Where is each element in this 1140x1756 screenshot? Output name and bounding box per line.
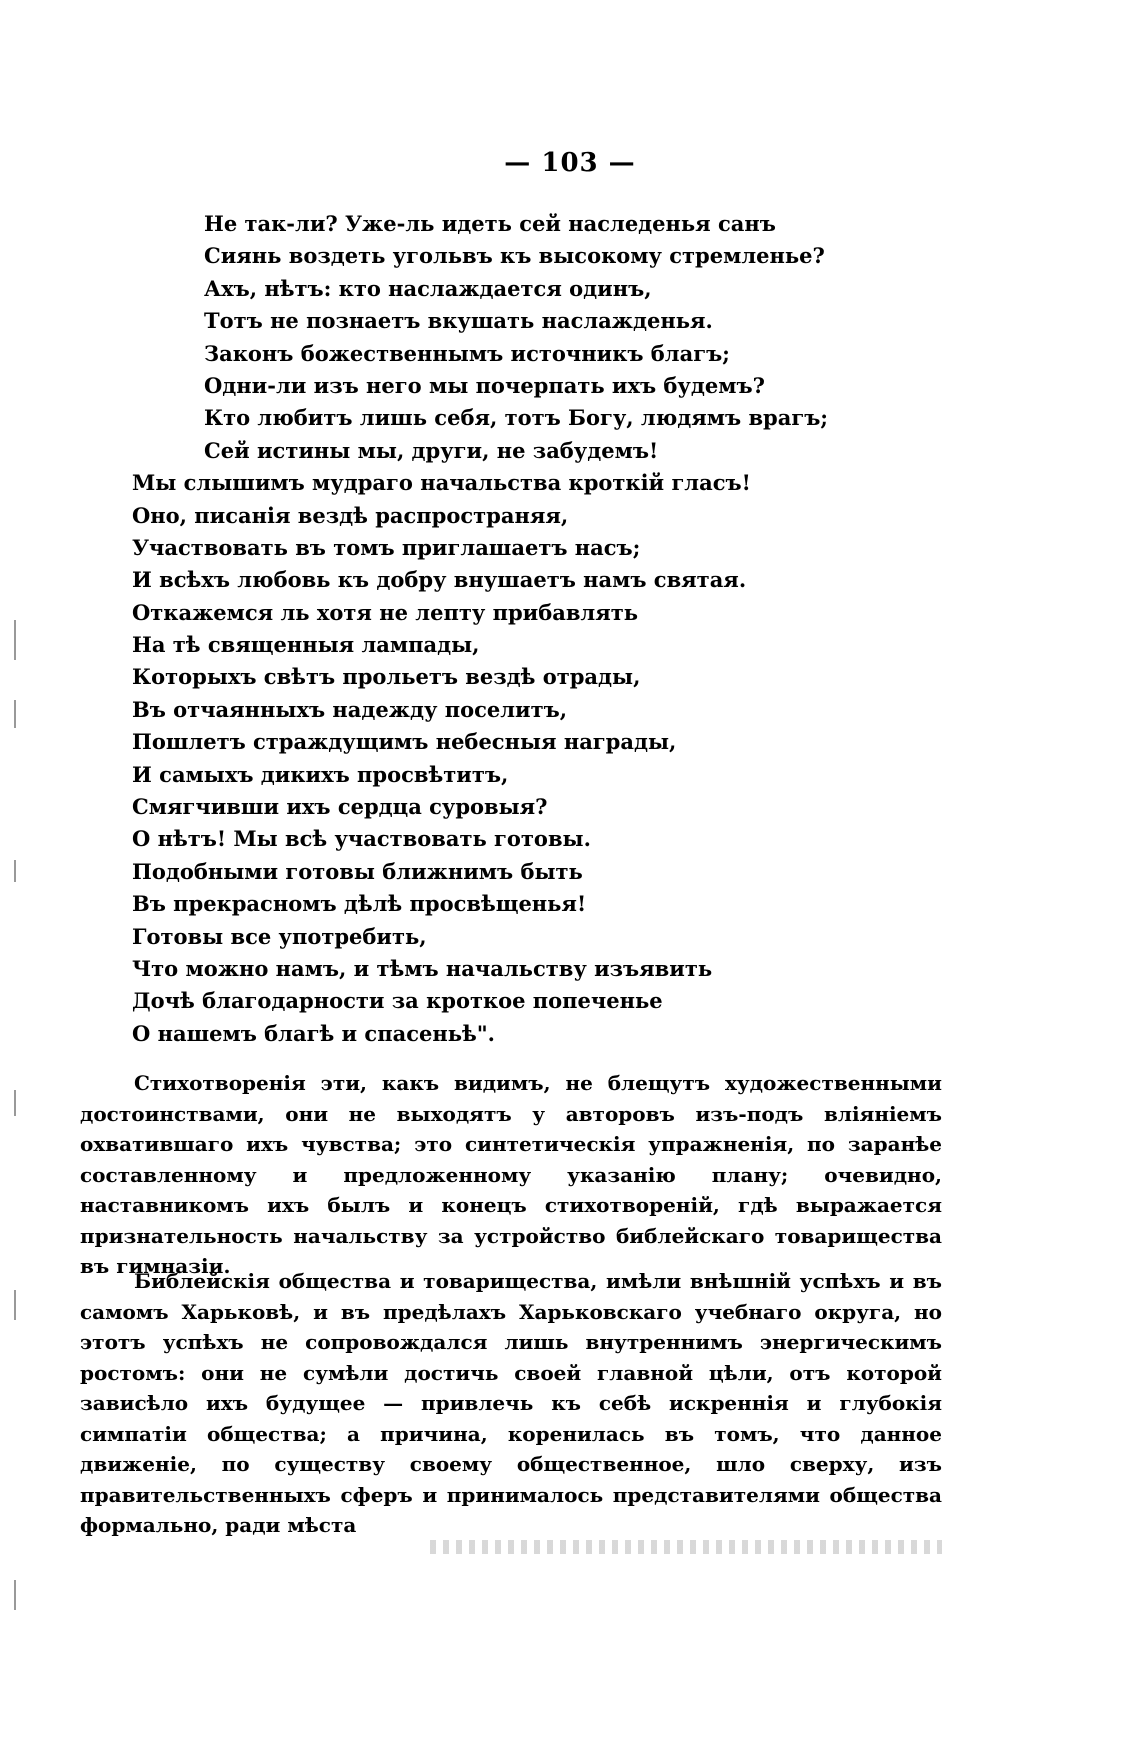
margin-rule-mark xyxy=(14,1290,16,1320)
poem-line: О нашемъ благѣ и спасеньѣ". xyxy=(132,1020,495,1046)
poem-line: Смягчивши ихъ сердца суровыя? xyxy=(132,794,548,820)
poem-line: Кто любитъ лишь себя, тотъ Богу, людямъ врагъ; xyxy=(204,405,829,431)
poem-line: И всѣхъ любовь къ добру внушаетъ намъ святая. xyxy=(132,567,747,593)
poem-line: О нѣтъ! Мы всѣ участвовать готовы. xyxy=(132,826,591,852)
poem-line: Не так-ли? Уже-ль идеть сей наследенья санъ xyxy=(204,211,776,236)
poem-line: Готовы все употребить, xyxy=(132,923,427,949)
prose-paragraph-1: Стихотворенія эти, какъ видимъ, не блещутъ художественными достоинствами, они не выходятъ у авторовъ изъ-подъ вліяніемъ охватившаго ихъ чувства; это синтетическія упражненія, по заранѣе составленному и предложенному указанію плану; очевидно, наставникомъ ихъ былъ и конецъ стихотвореній, гдѣ выражается признательность начальству за устройство библейскаго товарищества въ гимназіи. xyxy=(80,1071,942,1278)
prose-paragraph-2: Библейскія общества и товарищества, имѣли внѣшній успѣхъ и въ самомъ Харьковѣ, и въ предѣлахъ Харьковскаго учебнаго округа, но этотъ успѣхъ не сопровождался лишь внутреннимъ энергическимъ ростомъ: они не сумѣли достичь своей главной цѣли, отъ которой зависѣло ихъ будущее — привлечь къ себѣ искреннія и глубокія симпатіи общества; а причина, коренилась въ томъ, что данное движеніе, по существу своему общественное, шло сверху, изъ правительственныхъ сферъ и принималось представителями общества формально, ради мѣста xyxy=(80,1269,942,1537)
poem-line: Что можно намъ, и тѣмъ начальству изъявить xyxy=(132,955,713,981)
poem-line: Пошлетъ страждущимъ небесныя награды, xyxy=(132,729,677,755)
margin-rule-mark xyxy=(14,700,16,728)
poem-line: И самыхъ дикихъ просвѣтитъ, xyxy=(132,761,509,787)
poem-line: Оно, писанія вездѣ распространяя, xyxy=(132,502,569,528)
margin-rule-mark xyxy=(14,620,16,660)
poem-line: Въ отчаянныхъ надежду поселитъ, xyxy=(132,696,568,722)
poem-line: Сей истины мы, други, не забудемъ! xyxy=(204,437,659,463)
margin-rule-mark xyxy=(14,860,16,882)
poem-stanza xyxy=(132,208,1032,1050)
poem-line: Участвовать въ томъ приглашаетъ насъ; xyxy=(132,534,641,560)
margin-rule-mark xyxy=(14,1580,16,1610)
poem-line: На тѣ священныя лампады, xyxy=(132,632,480,658)
poem-line: Одни-ли изъ него мы почерпать ихъ будемъ? xyxy=(204,372,765,398)
poem-line: Откажемся ль хотя не лепту прибавлять xyxy=(132,599,638,625)
poem-line: Тотъ не познаетъ вкушать наслажденья. xyxy=(204,308,713,334)
poem-line: Подобными готовы ближнимъ быть xyxy=(132,858,583,884)
poem-line: Въ прекрасномъ дѣлѣ просвѣщенья! xyxy=(132,891,587,917)
poem-line: Которыхъ свѣтъ прольетъ вездѣ отрады, xyxy=(132,664,641,690)
poem-line: Сиянь воздеть угольвъ къ высокому стремленье? xyxy=(204,243,825,269)
margin-rule-mark xyxy=(14,1090,16,1116)
poem-line: Мы слышимъ мудраго начальства кроткій гласъ! xyxy=(132,470,751,496)
poem-line: Ахъ, нѣтъ: кто наслаждается одинъ, xyxy=(204,275,652,301)
poem-line: Дочѣ благодарности за кроткое попеченье xyxy=(132,988,663,1014)
faint-bleed-through-line xyxy=(430,1540,942,1554)
poem-line: Законъ божественнымъ источникъ благъ; xyxy=(204,340,730,366)
page-number: — 103 — xyxy=(504,148,636,178)
